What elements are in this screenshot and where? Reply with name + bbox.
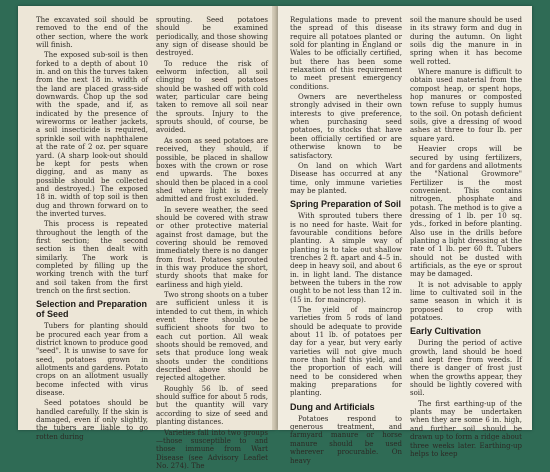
paragraph: With sprouted tubers there is no need for haste. Wait for favourable conditions before planting. A simple way of planting is to take out shallow trenches 2 ft. apart and 4–5 in. deep in heavy soil, and about 6 in. in light land. The distance between the tubers in the row ought to be not less than 12 in. (15 in. for maincrop). — [290, 212, 402, 304]
left-page — [18, 6, 276, 470]
paragraph: It is not advisable to apply lime to cultivated soil in the same season in which it is proposed to crop with potatoes. — [410, 280, 522, 323]
paragraph: This process is repeated throughout the length of the first section; the second section is then dealt with similarly. The work is completed by filling up the working trench with the turf and soil taken from the first trench on the first section. — [36, 220, 148, 295]
paragraph: During the period of active growth, land should be hoed and kept free from weeds. If there is danger of frost just when the growths appear, they should be lightly covered with soil. — [410, 339, 522, 398]
right-page — [278, 6, 532, 465]
paragraph: To reduce the risk of eelworm infection, all soil clinging to seed potatoes should be washed off with cold water, particular care being taken to remove all soil near the sprouts. Injury to the sprouts should, of course, be avoided. — [156, 59, 268, 135]
paragraph: The excavated soil should be removed to the end of the other section, where the work will finish. — [36, 16, 148, 50]
paragraph: The exposed sub-soil is then forked to a depth of about 10 in. and on this the turves taken from the next 18 in. width of the land are placed grass-side downwards. Chop up the sod with the spade, and if, as indicated by the presence of wireworms or leather jackets, a soil insecticide is required, sprinkle soil with naphthalene at the rate of 2 oz. per square yard. (A sharp look-out should be kept for pests when digging, and as many as possible should be collected and destroyed.) The exposed 18 in. width of top soil is then dug and thrown forward on to the inverted turves. — [36, 51, 148, 218]
paragraph: Two strong shoots on a tuber are sufficient unless it is intended to cut them, in which event there should be sufficient shoots for two to each cut portion. All weak shoots should be removed, and sets that produce long weak shoots under the conditions described above should be rejected altogether. — [156, 291, 268, 383]
paragraph: The first earthing-up of the plants may be undertaken when they are some 6 in. high, and further soil should be drawn up to form a ridge about three weeks later. Earthing-up helps to keep — [410, 399, 522, 458]
paragraph: sprouting. Seed potatoes should be examined periodically, and those showing any sign of disease should be destroyed. — [156, 16, 268, 58]
paragraph: Tubers for planting should be procured each year from a district known to produce good "seed". It is unwise to save for seed, potatoes grown in allotments and gardens. Potato crops on an allotment usually become infected with virus disease. — [36, 322, 148, 398]
section-heading-spring: Spring Preparation of Soil — [290, 199, 402, 210]
paragraph: In severe weather, the seed should be covered with straw or other protective material against frost damage, but the covering should be removed immediately there is no danger from frost. Potatoes sprouted in this way produce the short, sturdy shoots that make for earliness and high yield. — [156, 205, 268, 289]
section-heading-dung: Dung and Artificials — [290, 401, 375, 412]
paragraph: As soon as seed potatoes are received, they should, if possible, be placed in shallow boxes with the crown or rose end upwards. The boxes should then be placed in a cool shed where light is freely admitted and frost excluded. — [156, 136, 268, 204]
paragraph: soil the manure should be used in its strawy form and dug in during the autumn. On light soils dig the manure in in spring when it has become well rotted. — [410, 16, 522, 66]
paragraph: Potatoes respond to generous treatment, and farmyard manure or horse manure should be used wherever procurable. On heavy — [290, 414, 402, 465]
right-page-column-1 — [290, 16, 402, 467]
left-page-column-1 — [36, 16, 148, 443]
section-heading-selection: Selection and Preparation of Seed — [36, 299, 148, 320]
paragraph: Owners are nevertheless strongly advised in their own interests to give preference, when purchasing seed potatoes, to stocks that have been officially certified or are otherwise known to be satisfactory. — [290, 93, 402, 160]
paragraph: On land on which Wart Disease has occurred at any time, only immune varieties may be planted. — [290, 161, 402, 195]
right-page-column-2 — [410, 16, 522, 460]
paragraph: Varieties fall into two groups—those susceptible to and those immune from Wart Disease (see Advisory Leaflet No. 274). The — [156, 428, 268, 470]
left-page-column-2 — [156, 16, 268, 472]
paragraph: The yield of maincrop varieties from 5 rods of land should be adequate to provide about 11 lb. of potatoes per day for a year, but very early varieties will not give much more than half this yield, and the proportion of each will need to be considered when making preparations for planting. — [290, 306, 402, 398]
paragraph: Roughly 56 lb. of seed should suffice for about 5 rods, but the quantity will vary according to size of seed and planting distances. — [156, 384, 268, 427]
paragraph: Heavier crops will be secured by using fertilizers, and for gardens and allotments the "National Growmore" Fertilizer is the most convenient. This contains nitrogen, phosphate and potash. The method is to give a dressing of 1 lb. per 10 sq. yds., forked in before planting. Also use in the drills before planting a light dressing at the rate of 1 lb. per 60 ft. Tubers should not be dusted with artificials, as the eye or sprout may be damaged. — [410, 145, 522, 279]
section-heading-early: Early Cultivation — [410, 326, 482, 337]
paragraph: Where manure is difficult to obtain used material from the compost heap, or spent hops, hop manures or composted town refuse to supply humus to the soil. On potash deficient soils, give a dressing of wood ashes at three to four lb. per square yard. — [410, 68, 522, 143]
open-booklet — [14, 6, 534, 470]
paragraph: Regulations made to prevent the spread of this disease require all potatoes planted or sold for planting in England or Wales to be officially certified, but there has been some relaxation of this requirement to meet present emergency conditions. — [290, 16, 402, 91]
paragraph: Seed potatoes should be handled carefully. If the skin is damaged, even if only slightly, the tubers are liable to go rotten during — [36, 399, 148, 441]
